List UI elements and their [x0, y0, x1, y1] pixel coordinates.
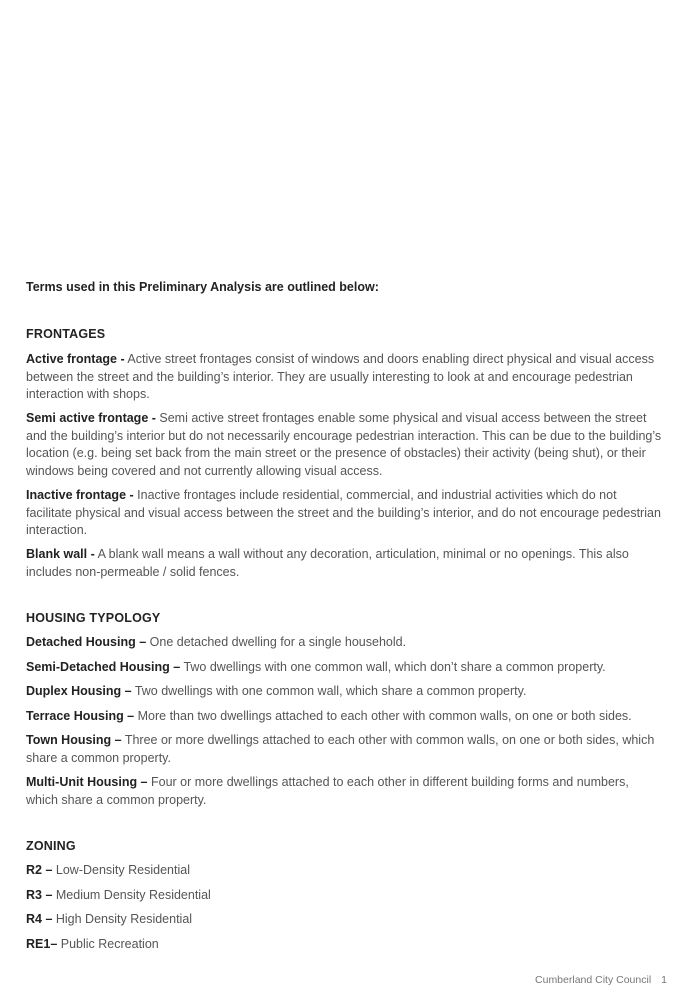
definition-semi-active-frontage [26, 410, 662, 480]
definition-text: Two dwellings with one common wall, which share a common property. [131, 684, 527, 698]
definition-active-frontage [26, 351, 662, 404]
definition-zone-r4 [26, 911, 662, 929]
definition-text: Medium Density Residential [52, 888, 211, 902]
definition-term: Duplex Housing – [26, 684, 132, 698]
definition-text: Semi active street frontages enable some physical and visual access between the street and the building’s interior but do not necessarily encourage pedestrian interaction. This can be due to the building’s location (e.g. being set back from the main street or the presence of obstacles) their activity (being shut), or their windows being covered and not currently allowing visual access. [26, 411, 662, 478]
definition-terrace-housing [26, 708, 662, 726]
definition-text: A blank wall means a wall without any decoration, articulation, minimal or no openings. This also includes non-permeable / solid fences. [26, 547, 629, 579]
definition-term: RE1– [26, 937, 58, 951]
definition-zone-re1 [26, 936, 662, 954]
definition-term: Blank wall - [26, 547, 95, 561]
definition-term: Semi active frontage - [26, 411, 156, 425]
definition-duplex-housing [26, 683, 662, 701]
definition-semi-detached-housing [26, 659, 662, 677]
zoning-heading: ZONING [26, 839, 76, 853]
definition-term: R2 – [26, 863, 53, 877]
definition-text: More than two dwellings attached to each other with common walls, on one or both sides. [134, 709, 632, 723]
definition-text: Three or more dwellings attached to each other with common walls, on one or both sides, which share a common property. [26, 733, 655, 765]
definition-term: Semi-Detached Housing – [26, 660, 181, 674]
definition-text: Four or more dwellings attached to each other in different building forms and numbers, which share a common property. [26, 775, 629, 807]
frontages-heading: FRONTAGES [26, 327, 106, 341]
definition-town-housing [26, 732, 662, 767]
definition-inactive-frontage [26, 487, 662, 540]
definition-text: Low-Density Residential [52, 863, 190, 877]
definition-term: Terrace Housing – [26, 709, 135, 723]
definition-term: Detached Housing – [26, 635, 147, 649]
intro-heading: Terms used in this Preliminary Analysis are outlined below: [26, 280, 379, 294]
definition-zone-r3 [26, 887, 662, 905]
definition-term: R3 – [26, 888, 53, 902]
page-number: 1 [661, 974, 667, 986]
definition-zone-r2 [26, 862, 662, 880]
definition-text: Active street frontages consist of windows and doors enabling direct physical and visual access between the street and the building’s interior. They are usually interesting to look at and encourage pedestrian interaction with shops. [26, 352, 655, 402]
definition-term: Town Housing – [26, 733, 122, 747]
definition-text: High Density Residential [52, 912, 193, 926]
definition-multi-unit-housing [26, 774, 662, 809]
definition-term: Inactive frontage - [26, 488, 134, 502]
definition-text: Two dwellings with one common wall, which don’t share a common property. [180, 660, 606, 674]
definition-text: One detached dwelling for a single household. [146, 635, 407, 649]
definition-blank-wall [26, 546, 662, 581]
definition-term: R4 – [26, 912, 53, 926]
definition-detached-housing [26, 634, 662, 652]
footer-organisation: Cumberland City Council [535, 974, 652, 986]
definition-text: Public Recreation [57, 937, 159, 951]
definition-text: Inactive frontages include residential, commercial, and industrial activities which do not facilitate physical and visual access between the street and the building’s interior, and do not encourage pedestrian interaction. [26, 488, 661, 538]
housing-typology-heading: HOUSING TYPOLOGY [26, 611, 161, 625]
definition-term: Multi-Unit Housing – [26, 775, 148, 789]
page-footer [535, 974, 667, 986]
definition-term: Active frontage - [26, 352, 125, 366]
